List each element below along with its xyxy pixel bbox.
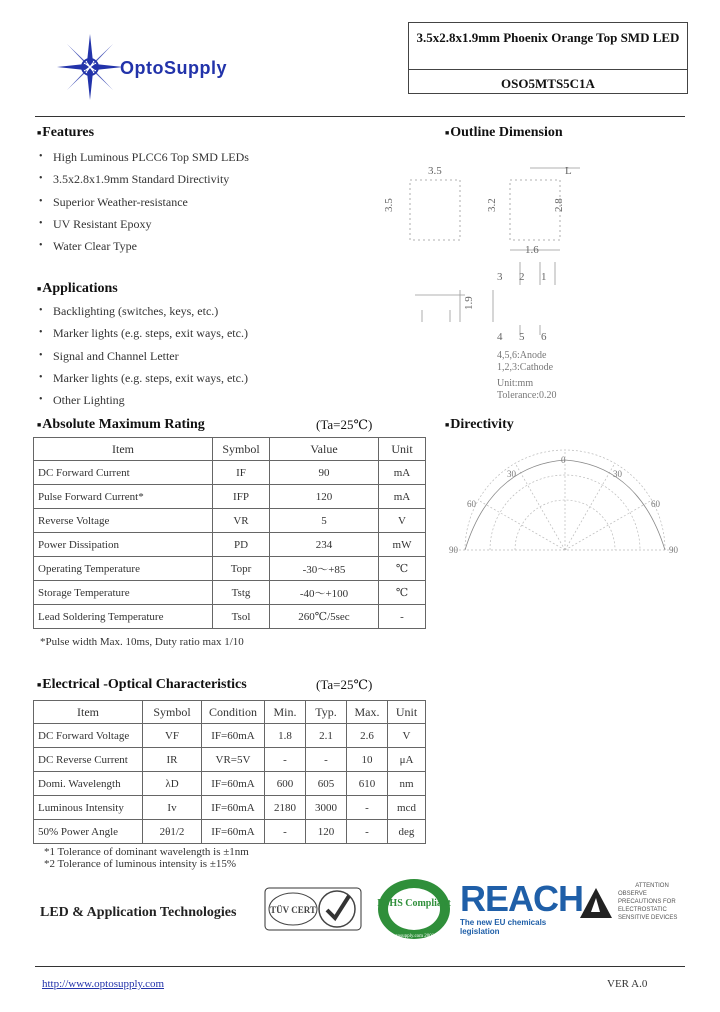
dim-length: L bbox=[565, 165, 572, 177]
rohs-text: RoHS Compliant bbox=[377, 898, 451, 909]
rohs-ring-text: www.optosupply.com 2002/95/EC bbox=[379, 934, 449, 939]
outline-notes: 4,5,6:Anode 1,2,3:Cathode Unit:mm Tolerance:0.20 bbox=[497, 350, 557, 401]
abs-max-note: *Pulse width Max. 10ms, Duty ratio max 1/10 bbox=[40, 636, 244, 648]
directivity-chart bbox=[445, 445, 685, 570]
list-item: • Superior Weather-resistance bbox=[37, 195, 397, 217]
list-item: • Marker lights (e.g. steps, exit ways, etc.) bbox=[37, 371, 397, 393]
pin-label: 5 bbox=[519, 331, 525, 340]
esd-warning: ATTENTION OBSERVE PRECAUTIONS FOR ELECTROSTATIC SENSITIVE DEVICES bbox=[578, 880, 686, 922]
features-heading: ■ Features bbox=[37, 125, 94, 141]
dim-pitch: 1.6 bbox=[525, 244, 539, 256]
pin-label: 4 bbox=[497, 331, 503, 340]
pin-label: 6 bbox=[541, 331, 547, 340]
eo-heading: ■ Electrical -Optical Characteristics bbox=[37, 677, 247, 693]
list-item: • 3.5x2.8x1.9mm Standard Directivity bbox=[37, 172, 397, 194]
abs-max-heading: ■ Absolute Maximum Rating bbox=[37, 417, 205, 433]
reach-logo: REACH The new EU chemicals legislation bbox=[460, 878, 584, 936]
list-item: • High Luminous PLCC6 Top SMD LEDs bbox=[37, 150, 397, 172]
table-row: Power Dissipation PD 234 mW bbox=[34, 533, 426, 557]
list-item: • Other Lighting bbox=[37, 393, 397, 415]
features-list bbox=[37, 150, 397, 261]
table-row: Operating Temperature Topr -30～+85 ℃ bbox=[34, 557, 426, 581]
applications-list bbox=[37, 304, 397, 415]
applications-heading: ■ Applications bbox=[37, 281, 118, 297]
abs-max-table bbox=[33, 437, 426, 629]
list-item: • Signal and Channel Letter bbox=[37, 349, 397, 371]
header-divider bbox=[35, 116, 685, 117]
pin-label: 3 bbox=[497, 271, 503, 283]
table-header-row: Item Symbol Condition Min. Typ. Max. Unit bbox=[34, 701, 426, 724]
svg-text:TÜV CERT: TÜV CERT bbox=[270, 905, 316, 915]
rohs-logo bbox=[376, 877, 452, 941]
table-row: DC Forward Current IF 90 mA bbox=[34, 461, 426, 485]
table-row: Reverse Voltage VR 5 V bbox=[34, 509, 426, 533]
angle-label: 90 bbox=[449, 545, 458, 555]
table-row: Pulse Forward Current* IFP 120 mA bbox=[34, 485, 426, 509]
list-item: • Backlighting (switches, keys, etc.) bbox=[37, 304, 397, 326]
version-label: VER A.0 bbox=[607, 978, 648, 990]
angle-label: 30 bbox=[507, 469, 516, 479]
angle-label: 90 bbox=[669, 545, 678, 555]
angle-label: 0 bbox=[561, 455, 566, 465]
table-row: Lead Soldering Temperature Tsol 260℃/5sec - bbox=[34, 605, 426, 629]
angle-label: 60 bbox=[651, 499, 660, 509]
table-header-row: Item Symbol Value Unit bbox=[34, 438, 426, 461]
list-item: • Water Clear Type bbox=[37, 239, 397, 261]
table-row: 50% Power Angle 2θ1/2 IF=60mA - 120 - deg bbox=[34, 820, 426, 844]
angle-label: 30 bbox=[613, 469, 622, 479]
footer-divider bbox=[35, 966, 685, 967]
list-item: • UV Resistant Epoxy bbox=[37, 217, 397, 239]
eo-table bbox=[33, 700, 426, 844]
dim-thickness: 1.9 bbox=[463, 296, 475, 310]
dim-width: 3.5 bbox=[428, 165, 442, 177]
dim-depth: 2.8 bbox=[553, 198, 565, 212]
footer-title: LED & Application Technologies bbox=[40, 905, 237, 920]
outline-drawing bbox=[380, 150, 600, 340]
title-box bbox=[408, 22, 688, 94]
dim-height-2: 3.2 bbox=[486, 198, 498, 212]
list-item: • Marker lights (e.g. steps, exit ways, etc.) bbox=[37, 326, 397, 348]
esd-warning-icon bbox=[578, 886, 614, 920]
table-row: DC Forward Voltage VF IF=60mA 1.8 2.1 2.6 V bbox=[34, 724, 426, 748]
directivity-heading: ■ Directivity bbox=[445, 417, 514, 433]
eo-notes: *1 Tolerance of dominant wavelength is ±1nm *2 Tolerance of luminous intensity is ±15% bbox=[44, 846, 249, 870]
tuv-cert-logo bbox=[263, 884, 363, 934]
pin-label: 1 bbox=[541, 271, 547, 283]
abs-max-condition: (Ta=25℃) bbox=[316, 417, 373, 432]
table-row: Domi. Wavelength λD IF=60mA 600 605 610 nm bbox=[34, 772, 426, 796]
outline-heading: ■ Outline Dimension bbox=[445, 125, 563, 141]
table-row: DC Reverse Current IR VR=5V - - 10 μA bbox=[34, 748, 426, 772]
website-link[interactable]: http://www.optosupply.com bbox=[42, 978, 165, 990]
part-number: OSO5MTS5C1A bbox=[501, 76, 595, 91]
eo-condition: (Ta=25℃) bbox=[316, 677, 373, 692]
pin-label: 2 bbox=[519, 271, 525, 283]
dim-height: 3.5 bbox=[383, 198, 395, 212]
table-row: Luminous Intensity Iv IF=60mA 2180 3000 - mcd bbox=[34, 796, 426, 820]
brand-name: OptoSupply bbox=[120, 58, 227, 78]
product-title: 3.5x2.8x1.9mm Phoenix Orange Top SMD LED bbox=[416, 30, 680, 45]
angle-label: 60 bbox=[467, 499, 476, 509]
table-row: Storage Temperature Tstg -40～+100 ℃ bbox=[34, 581, 426, 605]
optosupply-logo bbox=[55, 32, 125, 102]
